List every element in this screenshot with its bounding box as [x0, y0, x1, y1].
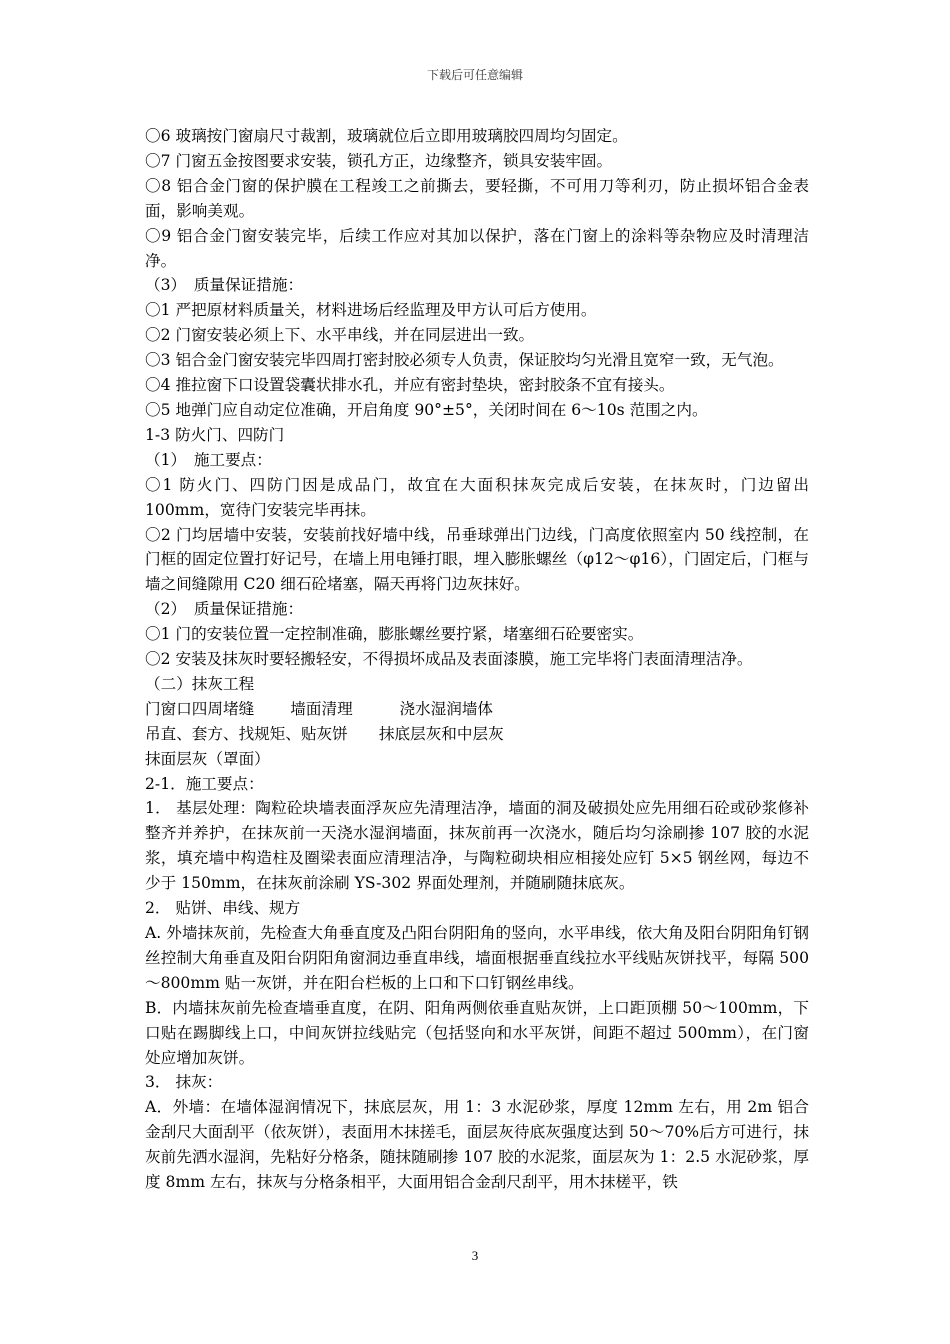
page-header: 下载后可任意编辑: [426, 68, 523, 82]
paragraph: 〇8 铝合金门窗的保护膜在工程竣工之前撕去，要轻撕，不可用刀等利刃，防止损坏铝合金表面，影响美观。: [145, 176, 809, 220]
section-heading: 3． 抹灰：: [145, 1073, 223, 1092]
paragraph: A. 外墙抹灰前，先检查大角垂直度及凸阳台阴阳角的竖向，水平串线，依大角及阳台阴阳角钉钢丝控制大角垂直及阳台阴阳角窗洞边垂直串线，墙面根据垂直线拉水平线贴灰饼找平，每隔 500～800mm 贴一灰饼，并在阳台栏板的上口和下口钉钢丝串线。: [145, 924, 809, 992]
section-heading: （3） 质量保证措施：: [145, 276, 304, 295]
section-heading: 2-1．施工要点：: [145, 774, 264, 793]
section-heading: 2． 贴饼、串线、规方: [145, 899, 301, 918]
paragraph: 〇9 铝合金门窗安装完毕，后续工作应对其加以保护，落在门窗上的涂料等杂物应及时清理洁净。: [145, 226, 809, 270]
process-flow-line: 吊直、套方、找规矩、贴灰饼 抹底层灰和中层灰: [145, 724, 504, 743]
paragraph: 1． 基层处理：陶粒砼块墙表面浮灰应先清理洁净，墙面的洞及破损处应先用细石砼或砂浆修补整齐并养护，在抹灰前一天浇水湿润墙面，抹灰前再一次浇水，随后均匀涂刷掺 107 胶的水泥浆，填充墙中构造柱及圈梁表面应清理洁净，与陶粒砌块相应相接处应钉 5×5 钢丝网，每边不少于 150mm，在抹灰前涂刷 YS-302 界面处理剂，并随刷随抹底灰。: [145, 799, 809, 893]
document-body: [145, 124, 809, 1195]
paragraph: 〇2 门均居墙中安装，安装前找好墙中线，吊垂球弹出门边线，门高度依照室内 50 线控制，在门框的固定位置打好记号，在墙上用电锤打眼，埋入膨胀螺丝（φ12～φ16），门固定后，门框与墙之间缝隙用 C20 细石砼堵塞，隔天再将门边灰抹好。: [145, 525, 809, 594]
section-heading: 1-3 防火门、四防门: [145, 425, 285, 444]
paragraph: 〇7 门窗五金按图要求安装，锁孔方正，边缘整齐，锁具安装牢固。: [145, 151, 613, 170]
paragraph: 〇2 门窗安装必须上下、水平串线，并在同层进出一致。: [145, 326, 535, 345]
paragraph: 〇6 玻璃按门窗扇尺寸裁割，玻璃就位后立即用玻璃胶四周均匀固定。: [145, 127, 628, 145]
page-number: 3: [471, 1248, 479, 1263]
paragraph: 〇5 地弹门应自动定位准确，开启角度 90°±5°，关闭时间在 6～10s 范围之内。: [145, 400, 708, 419]
paragraph: A．外墙：在墙体湿润情况下，抹底层灰，用 1：3 水泥砂浆，厚度 12mm 左右，用 2m 铝合金刮尺大面刮平（依灰饼），表面用木抹搓毛，面层灰待底灰强度达到 50～70%后方可进行，抹灰前先洒水湿润，先粘好分格条，随抹随刷掺 107 胶的水泥浆，面层灰为 1：2.5 水泥砂浆，厚度 8mm 左右，抹灰与分格条相平，大面用铝合金刮尺刮平，用木抹槎平，铁: [145, 1098, 809, 1192]
paragraph: 〇1 门的安装位置一定控制准确，膨胀螺丝要拧紧，堵塞细石砼要密实。: [145, 625, 644, 644]
section-heading: （1） 施工要点：: [145, 450, 272, 469]
process-flow-line: 门窗口四周堵缝 墙面清理 浇水湿润墙体: [145, 699, 494, 718]
paragraph: 〇4 推拉窗下口设置袋囊状排水孔，并应有密封垫块，密封胶条不宜有接头。: [145, 376, 675, 395]
paragraph: B．内墙抹灰前先检查墙垂直度，在阴、阳角两侧依垂直贴灰饼，上口距顶棚 50～100mm，下口贴在踢脚线上口，中间灰饼拉线贴完（包括竖向和水平灰饼，间距不超过 500mm），在门窗处应增加灰饼。: [145, 998, 809, 1067]
process-flow-line: 抹面层灰（罩面）: [145, 749, 270, 768]
paragraph: 〇2 安装及抹灰时要轻搬轻安，不得损坏成品及表面漆膜，施工完毕将门表面清理洁净。: [145, 650, 753, 669]
section-heading: （二）抹灰工程: [145, 674, 255, 693]
paragraph: 〇3 铝合金门窗安装完毕四周打密封胶必须专人负责，保证胶均匀光滑且宽窄一致，无气泡。: [145, 351, 784, 370]
paragraph: 〇1 严把原材料质量关，材料进场后经监理及甲方认可后方使用。: [145, 301, 597, 320]
section-heading: （2） 质量保证措施：: [145, 600, 304, 619]
paragraph: 〇1 防火门、四防门因是成品门，故宜在大面积抹灰完成后安装，在抹灰时，门边留出 100mm，宽待门安装完毕再抹。: [145, 475, 809, 519]
